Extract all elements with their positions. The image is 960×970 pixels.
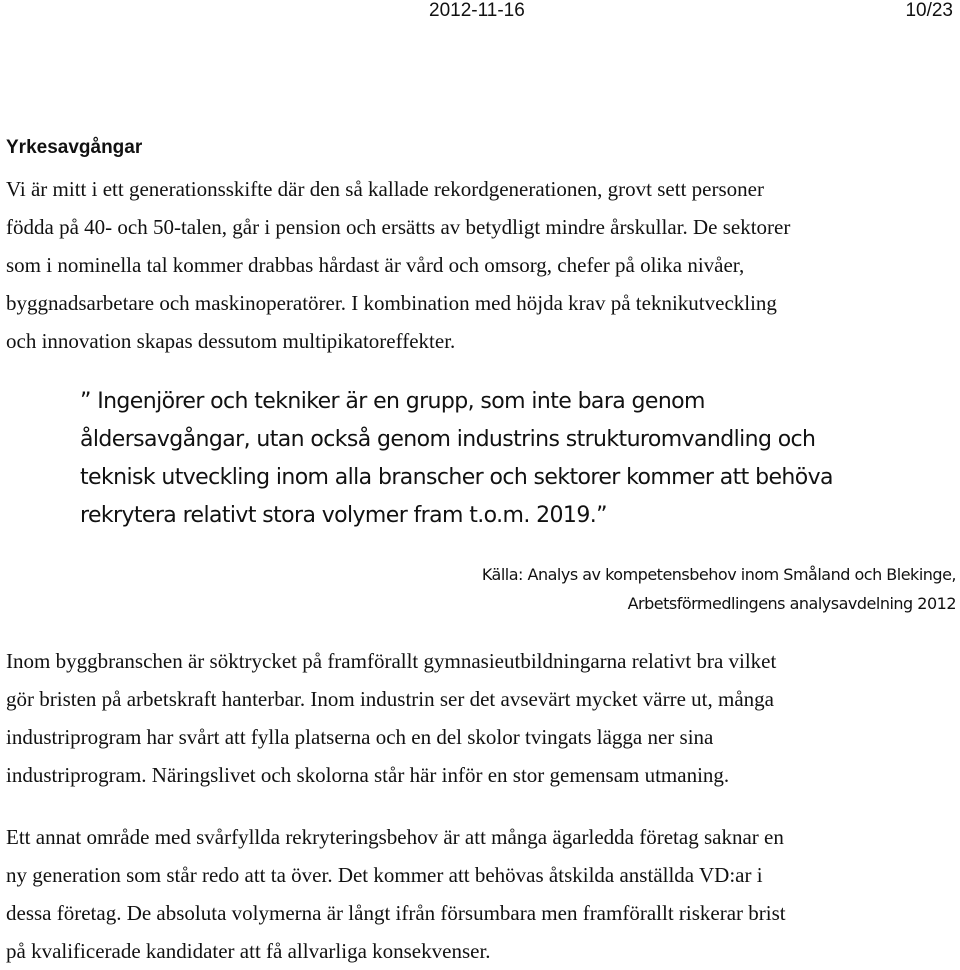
paragraph-line: och innovation skapas dessutom multipikatoreffekter. [6, 329, 456, 353]
paragraph-line: byggnadsarbetare och maskinoperatörer. I kombination med höjda krav på teknikutveckling [6, 291, 777, 315]
paragraph-construction-industry [6, 642, 776, 794]
paragraph-line: ny generation som står redo att ta över. Det kommer att behövas åtskilda anställda VD:ar i [6, 863, 763, 887]
paragraph-line: industriprogram har svårt att fylla platserna och en del skolor tvingats lägga ner sina [6, 725, 714, 749]
paragraph-line: födda på 40- och 50-talen, går i pension och ersätts av betydligt mindre årskullar. De sektorer [6, 215, 791, 239]
source-line: Källa: Analys av kompetensbehov inom Småland och Blekinge, [481, 565, 956, 584]
paragraph-succession [6, 818, 786, 970]
paragraph-line: på kvalificerade kandidater att få allvarliga konsekvenser. [6, 939, 491, 963]
quote-source [482, 560, 956, 618]
paragraph-line: dessa företag. De absoluta volymerna är långt ifrån försumbara men framförallt riskerar brist [6, 901, 786, 925]
paragraph-intro [6, 170, 790, 360]
page-date: 2012-11-16 [429, 0, 525, 21]
quote-line: teknisk utveckling inom alla branscher och sektorer kommer att behöva [80, 465, 833, 490]
quote-line: ” Ingenjörer och tekniker är en grupp, som inte bara genom [80, 389, 705, 414]
paragraph-line: gör bristen på arbetskraft hanterbar. Inom industrin ser det avsevärt mycket värre ut, många [6, 687, 774, 711]
paragraph-line: Ett annat område med svårfyllda rekryteringsbehov är att många ägarledda företag saknar en [6, 825, 784, 849]
source-line: Arbetsförmedlingens analysavdelning 2012 [627, 594, 956, 613]
paragraph-line: industriprogram. Näringslivet och skolorna står här inför en stor gemensam utmaning. [6, 763, 730, 787]
quote-line: rekrytera relativt stora volymer fram t.o.m. 2019.” [80, 503, 607, 528]
pull-quote [80, 383, 833, 535]
paragraph-line: Vi är mitt i ett generationsskifte där den så kallade rekordgenerationen, grovt sett personer [6, 177, 764, 201]
section-heading: Yrkesavgångar [6, 137, 143, 158]
quote-line: åldersavgångar, utan också genom industrins strukturomvandling och [80, 427, 816, 452]
paragraph-line: som i nominella tal kommer drabbas hårdast är vård och omsorg, chefer på olika nivåer, [6, 253, 745, 277]
page-number: 10/23 [905, 0, 953, 21]
paragraph-line: Inom byggbranschen är söktrycket på framförallt gymnasieutbildningarna relativt bra vilket [6, 649, 777, 673]
